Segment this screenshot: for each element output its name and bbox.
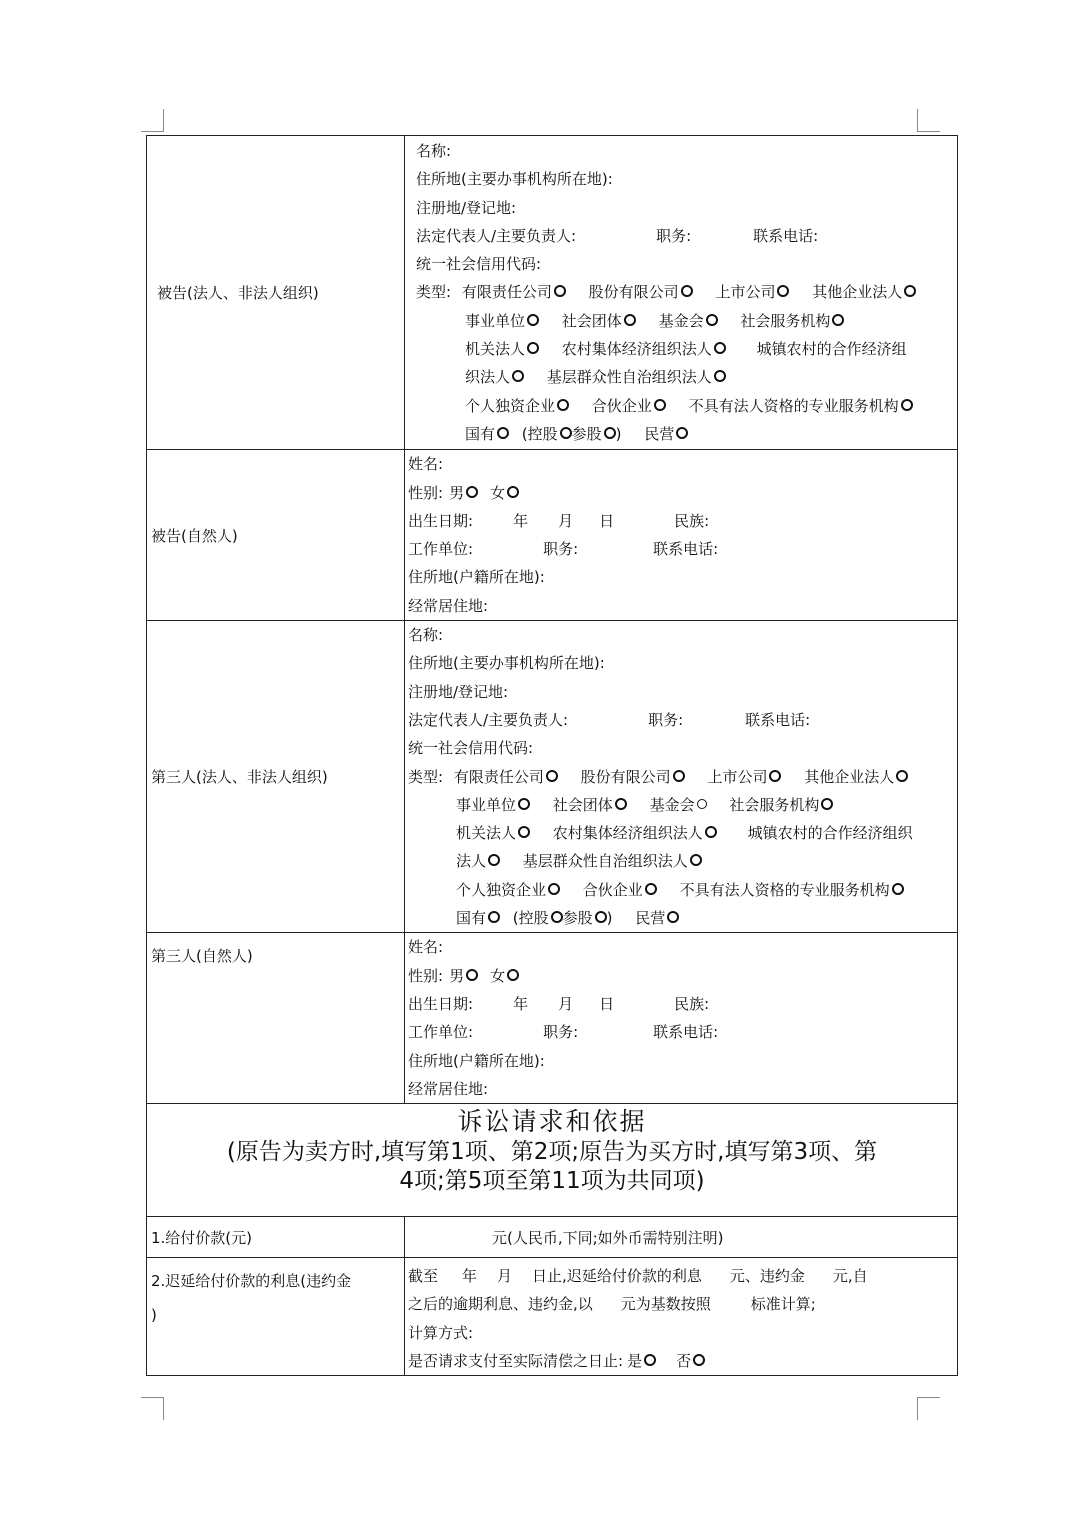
complaint-form-table: [146, 135, 958, 1376]
crop-mark-bottom-right: [917, 1397, 940, 1420]
defendant-org-label: 被告(法人、非法人组织): [147, 136, 405, 450]
radio-icon[interactable]: [518, 798, 530, 810]
radio-icon[interactable]: [681, 285, 693, 297]
phone-field[interactable]: 联系电话:: [745, 710, 811, 729]
type-option: 社会服务机构: [729, 795, 820, 814]
type-option: 参股: [562, 909, 593, 928]
work-field[interactable]: 工作单位:: [408, 540, 474, 559]
radio-icon[interactable]: [604, 427, 616, 439]
year-label: 年: [462, 1267, 478, 1286]
ethnicity-field[interactable]: 民族:: [674, 511, 710, 530]
radio-icon[interactable]: [777, 285, 789, 297]
type-option: 城镇农村的合作经济组织: [747, 824, 913, 843]
type-option: 社会服务机构: [740, 311, 831, 330]
type-option: 机关法人: [456, 824, 517, 843]
radio-icon[interactable]: [488, 854, 500, 866]
item1-label: 1.给付价款(元): [147, 1217, 405, 1258]
type-option: 股份有限公司: [580, 767, 671, 786]
type-option: 事业单位: [456, 795, 517, 814]
crop-mark-top-right: [917, 109, 940, 132]
radio-icon[interactable]: [466, 486, 478, 498]
third-org-row: [147, 621, 958, 933]
name-field[interactable]: 姓名:: [408, 455, 444, 474]
domicile-field[interactable]: 住所地(户籍所在地):: [408, 568, 545, 587]
radio-icon[interactable]: [512, 370, 524, 382]
interest-label[interactable]: 日止,迟延给付价款的利息: [532, 1267, 702, 1286]
domicile-field[interactable]: 住所地(户籍所在地):: [408, 1051, 545, 1070]
day-label: 日: [599, 994, 615, 1013]
phone-field[interactable]: 联系电话:: [653, 1023, 719, 1042]
crop-mark-bottom-left: [141, 1397, 164, 1420]
position-field[interactable]: 职务:: [648, 710, 684, 729]
type-option: 合伙企业: [591, 396, 652, 415]
radio-icon[interactable]: [676, 427, 688, 439]
radio-icon[interactable]: [595, 911, 607, 923]
radio-icon[interactable]: [654, 399, 666, 411]
standard-label[interactable]: 标准计算;: [750, 1295, 816, 1314]
claims-subtitle-line1: (原告为卖方时,填写第1项、第2项;原告为买方时,填写第3项、第: [226, 1139, 878, 1166]
base-label[interactable]: 元为基数按照: [620, 1295, 711, 1314]
radio-icon[interactable]: [769, 770, 781, 782]
radio-icon[interactable]: [518, 826, 530, 838]
radio-icon[interactable]: [615, 798, 627, 810]
type-label: 类型:: [408, 767, 444, 786]
no-option: 否: [676, 1351, 692, 1370]
type-option: 民营: [635, 909, 666, 928]
type-option: 基金会: [649, 795, 695, 814]
type-option: 上市公司: [715, 283, 776, 302]
claims-heading-row: [147, 1104, 958, 1217]
type-option: 国有: [465, 424, 496, 443]
work-field[interactable]: 工作单位:: [408, 1023, 474, 1042]
type-option: 参股: [571, 424, 602, 443]
radio-icon[interactable]: [527, 342, 539, 354]
radio-icon[interactable]: [896, 770, 908, 782]
defendant-person-label: 被告(自然人): [147, 450, 405, 621]
radio-icon[interactable]: [714, 370, 726, 382]
rep-field[interactable]: 法定代表人/主要负责人:: [408, 710, 569, 729]
position-field[interactable]: 职务:: [656, 226, 692, 245]
radio-icon[interactable]: [507, 969, 519, 981]
type-option: 个人独资企业: [456, 880, 547, 899]
radio-icon[interactable]: [644, 1354, 656, 1366]
radio-icon[interactable]: [832, 314, 844, 326]
radio-icon[interactable]: [548, 883, 560, 895]
month-label: 月: [497, 1267, 513, 1286]
month-label: 月: [558, 511, 574, 530]
type-option: 有限责任公司: [461, 283, 552, 302]
registration-field[interactable]: 注册地/登记地:: [408, 682, 509, 701]
type-option: 城镇农村的合作经济组: [756, 340, 907, 359]
radio-icon[interactable]: [551, 911, 563, 923]
from-label: 元,自: [832, 1267, 868, 1286]
position-field[interactable]: 职务:: [543, 540, 579, 559]
registration-field[interactable]: 注册地/登记地:: [416, 198, 517, 217]
radio-icon[interactable]: [693, 1354, 705, 1366]
type-option: 基层群众性自治组织法人: [546, 368, 712, 387]
radio-icon[interactable]: [527, 314, 539, 326]
type-option: 事业单位: [465, 311, 526, 330]
address-field[interactable]: 住所地(主要办事机构所在地):: [408, 654, 605, 673]
type-option: 社会团体: [561, 311, 622, 330]
ethnicity-field[interactable]: 民族:: [674, 994, 710, 1013]
radio-icon[interactable]: [697, 799, 707, 809]
radio-icon[interactable]: [554, 285, 566, 297]
type-option: 法人: [456, 852, 487, 871]
female-option: 女: [490, 966, 506, 985]
radio-icon[interactable]: [904, 285, 916, 297]
third-org-label: 第三人(法人、非法人组织): [147, 621, 405, 933]
radio-icon[interactable]: [673, 770, 685, 782]
credit-code-field[interactable]: 统一社会信用代码:: [416, 255, 542, 274]
type-option: 农村集体经济组织法人: [561, 340, 712, 359]
calc-method-field[interactable]: 计算方式:: [408, 1323, 474, 1342]
radio-icon[interactable]: [705, 826, 717, 838]
male-option: 男: [449, 483, 465, 502]
claims-subtitle-line2: 4项;第5项至第11项为共同项): [399, 1168, 705, 1195]
item2-row: [147, 1258, 958, 1376]
male-option: 男: [449, 966, 465, 985]
type-option: 个人独资企业: [465, 396, 556, 415]
item2-label: [147, 1258, 405, 1376]
birth-field[interactable]: 出生日期:: [408, 994, 474, 1013]
gender-label: 性别:: [408, 966, 444, 985]
month-label: 月: [558, 994, 574, 1013]
item2-label-line1: 2.迟延给付价款的利息(违约金: [151, 1272, 352, 1291]
as-of-label: 截至: [408, 1267, 439, 1286]
type-option: 合伙企业: [582, 880, 643, 899]
name-field[interactable]: 名称:: [416, 142, 452, 160]
claims-heading: [147, 1104, 958, 1217]
radio-icon[interactable]: [560, 427, 572, 439]
claims-title: 诉讼请求和依据: [457, 1107, 647, 1137]
third-org-fields: 名称: 住所地(主要办事机构所在地): 注册地/登记地: 法定代表人/主要负责人: 职务: 联系电话: 统一社会信用代码: 类型: 有限责任公司 股份有限公司 上市公司 其他企业法人 事业单位 社会团体 基金会 社会服务机构 机关法人 农村集体经济组织法人 城镇农村的合作经济组织 法人 基层群众性自治组织法人 个人独资企业 合伙企业 不具有法人资格的专业服务机构 国有 (控股 参股 ) 民营: [405, 621, 958, 933]
request-label: 是否请求支付至实际清偿之日止:: [408, 1351, 624, 1370]
radio-icon[interactable]: [690, 854, 702, 866]
type-option: 其他企业法人: [812, 283, 903, 302]
radio-icon[interactable]: [546, 770, 558, 782]
type-option: 不具有法人资格的专业服务机构: [679, 880, 890, 899]
radio-icon[interactable]: [706, 314, 718, 326]
residence-field[interactable]: 经常居住地:: [408, 596, 489, 615]
item2-label-line2: ): [151, 1306, 157, 1325]
radio-icon[interactable]: [624, 314, 636, 326]
credit-code-field[interactable]: 统一社会信用代码:: [408, 739, 534, 758]
name-field[interactable]: 姓名:: [408, 938, 444, 957]
address-field[interactable]: 住所地(主要办事机构所在地):: [416, 170, 613, 189]
year-label: 年: [513, 994, 529, 1013]
residence-field[interactable]: 经常居住地:: [408, 1079, 489, 1098]
gender-label: 性别:: [408, 483, 444, 502]
radio-icon[interactable]: [466, 969, 478, 981]
radio-icon[interactable]: [821, 798, 833, 810]
radio-icon[interactable]: [497, 427, 509, 439]
type-option: 其他企业法人: [804, 767, 895, 786]
year-label: 年: [513, 511, 529, 530]
type-option: (控股: [512, 909, 549, 928]
female-option: 女: [490, 483, 506, 502]
type-option: 股份有限公司: [588, 283, 679, 302]
phone-field[interactable]: 联系电话:: [753, 226, 819, 245]
defendant-org-fields: 名称: 住所地(主要办事机构所在地): 注册地/登记地: 法定代表人/主要负责人: 职务: 联系电话: 统一社会信用代码: 类型: 有限责任公司 股份有限公司 上市公司 其他企业法人 事业单位 社会团体 基金会 社会服务机构 机关法人 农村集体经济组织法人 城镇农村的合作经济组 织法人 基层群众性自治组织法人 个人独资企业 合伙企业 不具有法人资格的专业服务机构 国有 (控股 参股 ) 民营: [405, 136, 958, 450]
overdue-label: 之后的逾期利息、违约金,以: [408, 1295, 593, 1314]
third-person-fields: [405, 933, 958, 1104]
crop-mark-top-left: [141, 109, 164, 132]
type-option: 农村集体经济组织法人: [552, 824, 703, 843]
radio-icon[interactable]: [901, 399, 913, 411]
third-person-row: [147, 933, 958, 1104]
type-option: 上市公司: [707, 767, 768, 786]
type-option: 社会团体: [552, 795, 613, 814]
type-option: (控股: [521, 424, 558, 443]
type-option: 国有: [456, 909, 487, 928]
day-label: 日: [599, 511, 615, 530]
radio-icon[interactable]: [667, 911, 679, 923]
defendant-person-fields: [405, 450, 958, 621]
birth-field[interactable]: 出生日期:: [408, 511, 474, 530]
name-field[interactable]: 名称:: [408, 626, 444, 645]
type-option: 不具有法人资格的专业服务机构: [688, 396, 899, 415]
defendant-org-row: [147, 136, 958, 450]
item2-fields: [405, 1258, 958, 1376]
defendant-person-row: [147, 450, 958, 621]
radio-icon[interactable]: [714, 342, 726, 354]
yes-option: 是: [627, 1351, 643, 1370]
penalty-label[interactable]: 元、违约金: [729, 1267, 805, 1286]
third-person-label: 第三人(自然人): [147, 933, 405, 1104]
type-label: 类型:: [416, 283, 452, 302]
radio-icon[interactable]: [507, 486, 519, 498]
radio-icon[interactable]: [488, 911, 500, 923]
type-option: 民营: [644, 424, 675, 443]
type-option: 有限责任公司: [453, 767, 544, 786]
type-option: 基金会: [658, 311, 704, 330]
type-option: 基层群众性自治组织法人: [522, 852, 688, 871]
radio-icon[interactable]: [645, 883, 657, 895]
type-option: 织法人: [465, 368, 511, 387]
radio-icon[interactable]: [892, 883, 904, 895]
item1-row: [147, 1217, 958, 1258]
rep-field[interactable]: 法定代表人/主要负责人:: [416, 226, 577, 245]
radio-icon[interactable]: [557, 399, 569, 411]
item1-value[interactable]: 元(人民币,下同;如外币需特别注明): [405, 1217, 958, 1258]
position-field[interactable]: 职务:: [543, 1023, 579, 1042]
phone-field[interactable]: 联系电话:: [653, 540, 719, 559]
type-option: 机关法人: [465, 340, 526, 359]
